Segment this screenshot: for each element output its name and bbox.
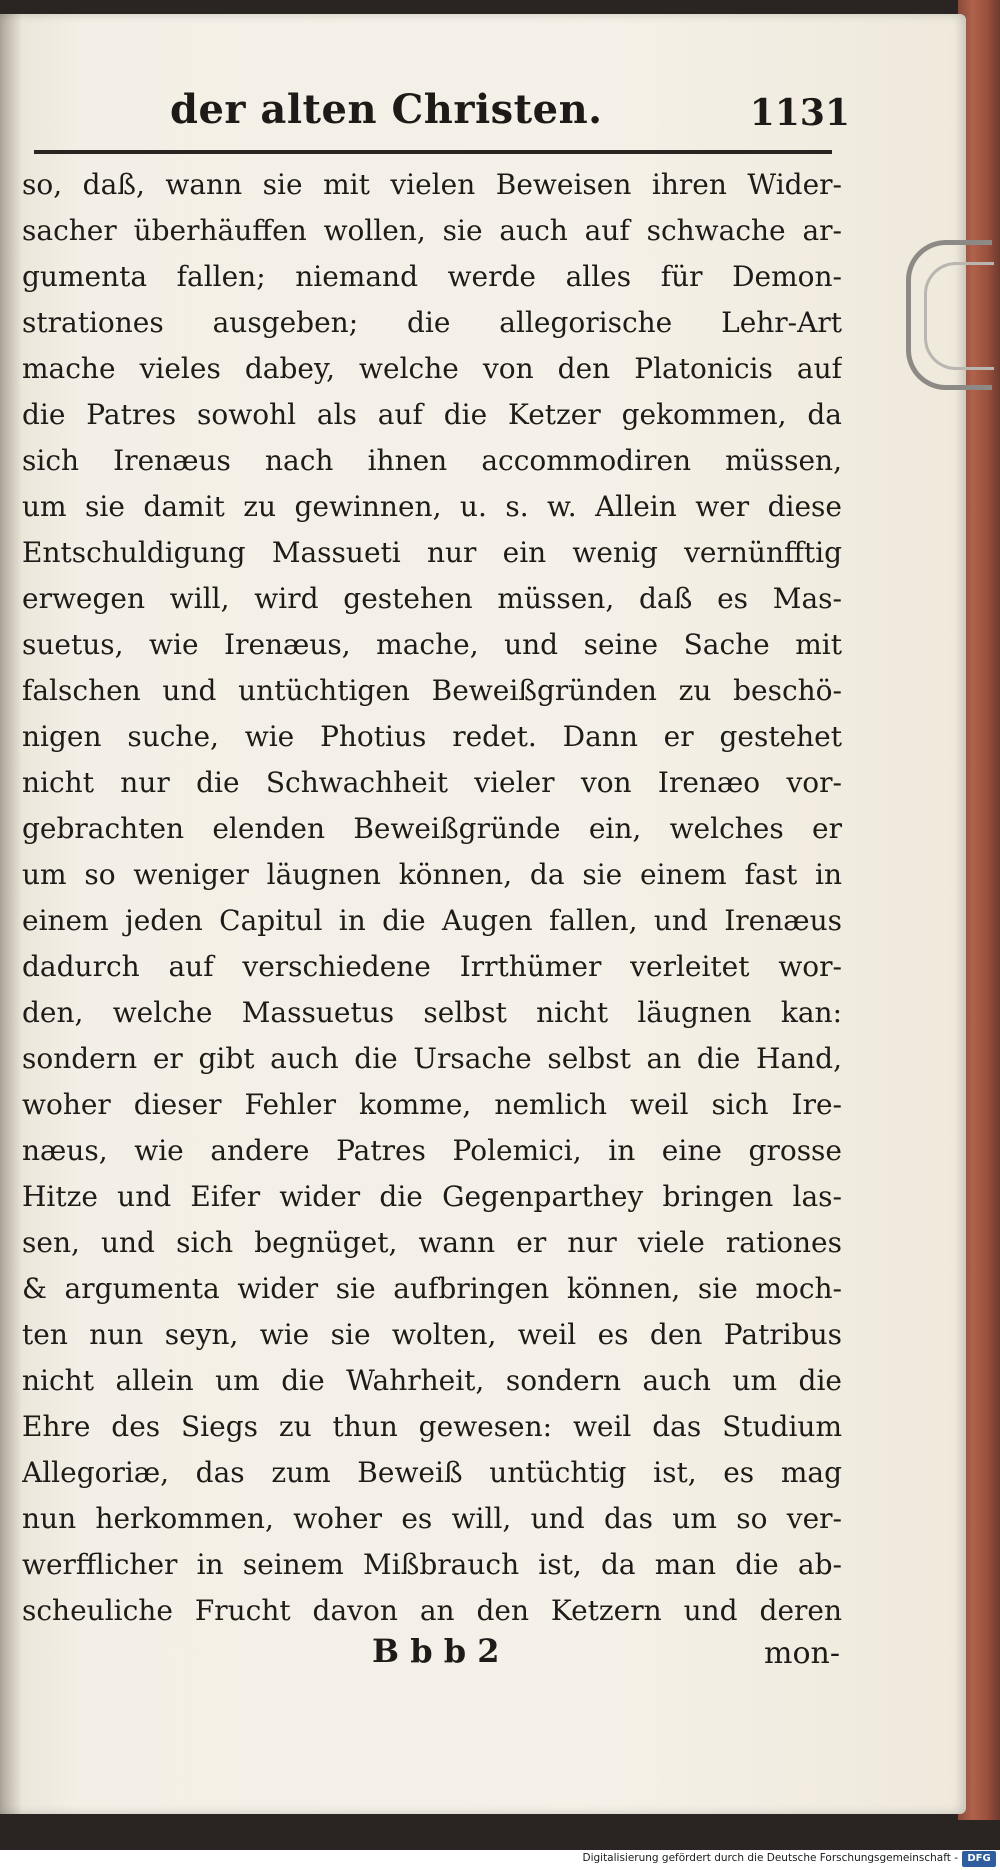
text-line: um so weniger läugnen können, da sie einem fast in [22, 858, 842, 891]
text-line: ten nun seyn, wie sie wolten, weil es den Patribus [22, 1318, 842, 1351]
text-line: sacher überhäuffen wollen, sie auch auf schwache ar- [22, 214, 842, 247]
text-line: nun herkommen, woher es will, und das um so ver- [22, 1502, 842, 1535]
text-line: strationes ausgeben; die allegorische Lehr-Art [22, 306, 842, 339]
funding-credit: Digitalisierung gefördert durch die Deutsche Forschungsgemeinschaft - [582, 1852, 958, 1864]
text-line: Ehre des Siegs zu thun gewesen: weil das Studium [22, 1410, 842, 1443]
text-line: dadurch auf verschiedene Irrthümer verleitet wor- [22, 950, 842, 983]
text-line: um sie damit zu gewinnen, u. s. w. Allein wer diese [22, 490, 842, 523]
text-line: nicht allein um die Wahrheit, sondern auch um die [22, 1364, 842, 1397]
dfg-logo: DFG [962, 1851, 996, 1867]
catchword: mon- [764, 1636, 840, 1671]
text-line: nicht nur die Schwachheit vieler von Irenæo vor- [22, 766, 842, 799]
text-line: Allegoriæ, das zum Beweiß untüchtig ist, es mag [22, 1456, 842, 1489]
page-number: 1131 [749, 92, 850, 134]
text-line: sich Irenæus nach ihnen accommodiren müssen, [22, 444, 842, 477]
text-line: die Patres sowohl als auf die Ketzer gekommen, da [22, 398, 842, 431]
text-line: næus, wie andere Patres Polemici, in eine grosse [22, 1134, 842, 1167]
running-head: der alten Christen. [170, 86, 603, 133]
text-line: woher dieser Fehler komme, nemlich weil sich Ire- [22, 1088, 842, 1121]
text-line: sen, und sich begnüget, wann er nur viele rationes [22, 1226, 842, 1259]
gutter-shadow [0, 14, 22, 1814]
paper-clip-inner [924, 262, 994, 370]
text-line: nigen suche, wie Photius redet. Dann er gestehet [22, 720, 842, 753]
text-line: den, welche Massuetus selbst nicht läugnen kan: [22, 996, 842, 1029]
signature-mark: B b b 2 [372, 1632, 500, 1670]
text-line: sondern er gibt auch die Ursache selbst an die Hand, [22, 1042, 842, 1075]
text-line: gebrachten elenden Beweißgründe ein, welches er [22, 812, 842, 845]
text-line: & argumenta wider sie aufbringen können, sie moch- [22, 1272, 842, 1305]
text-line: Hitze und Eifer wider die Gegenparthey bringen las- [22, 1180, 842, 1213]
text-line: Entschuldigung Massueti nur ein wenig vernünfftig [22, 536, 842, 569]
header-rule [34, 150, 832, 154]
text-line: mache vieles dabey, welche von den Platonicis auf [22, 352, 842, 385]
text-line: einem jeden Capitul in die Augen fallen, und Irenæus [22, 904, 842, 937]
text-line: erwegen will, wird gestehen müssen, daß es Mas- [22, 582, 842, 615]
text-line: falschen und untüchtigen Beweißgründen zu beschö- [22, 674, 842, 707]
text-line: werfflicher in seinem Mißbrauch ist, da man die ab- [22, 1548, 842, 1581]
text-line: so, daß, wann sie mit vielen Beweisen ihren Wider- [22, 168, 842, 201]
text-line: suetus, wie Irenæus, mache, und seine Sache mit [22, 628, 842, 661]
text-line: scheuliche Frucht davon an den Ketzern und deren [22, 1594, 842, 1627]
body-text [22, 162, 842, 1634]
text-line: gumenta fallen; niemand werde alles für Demon- [22, 260, 842, 293]
